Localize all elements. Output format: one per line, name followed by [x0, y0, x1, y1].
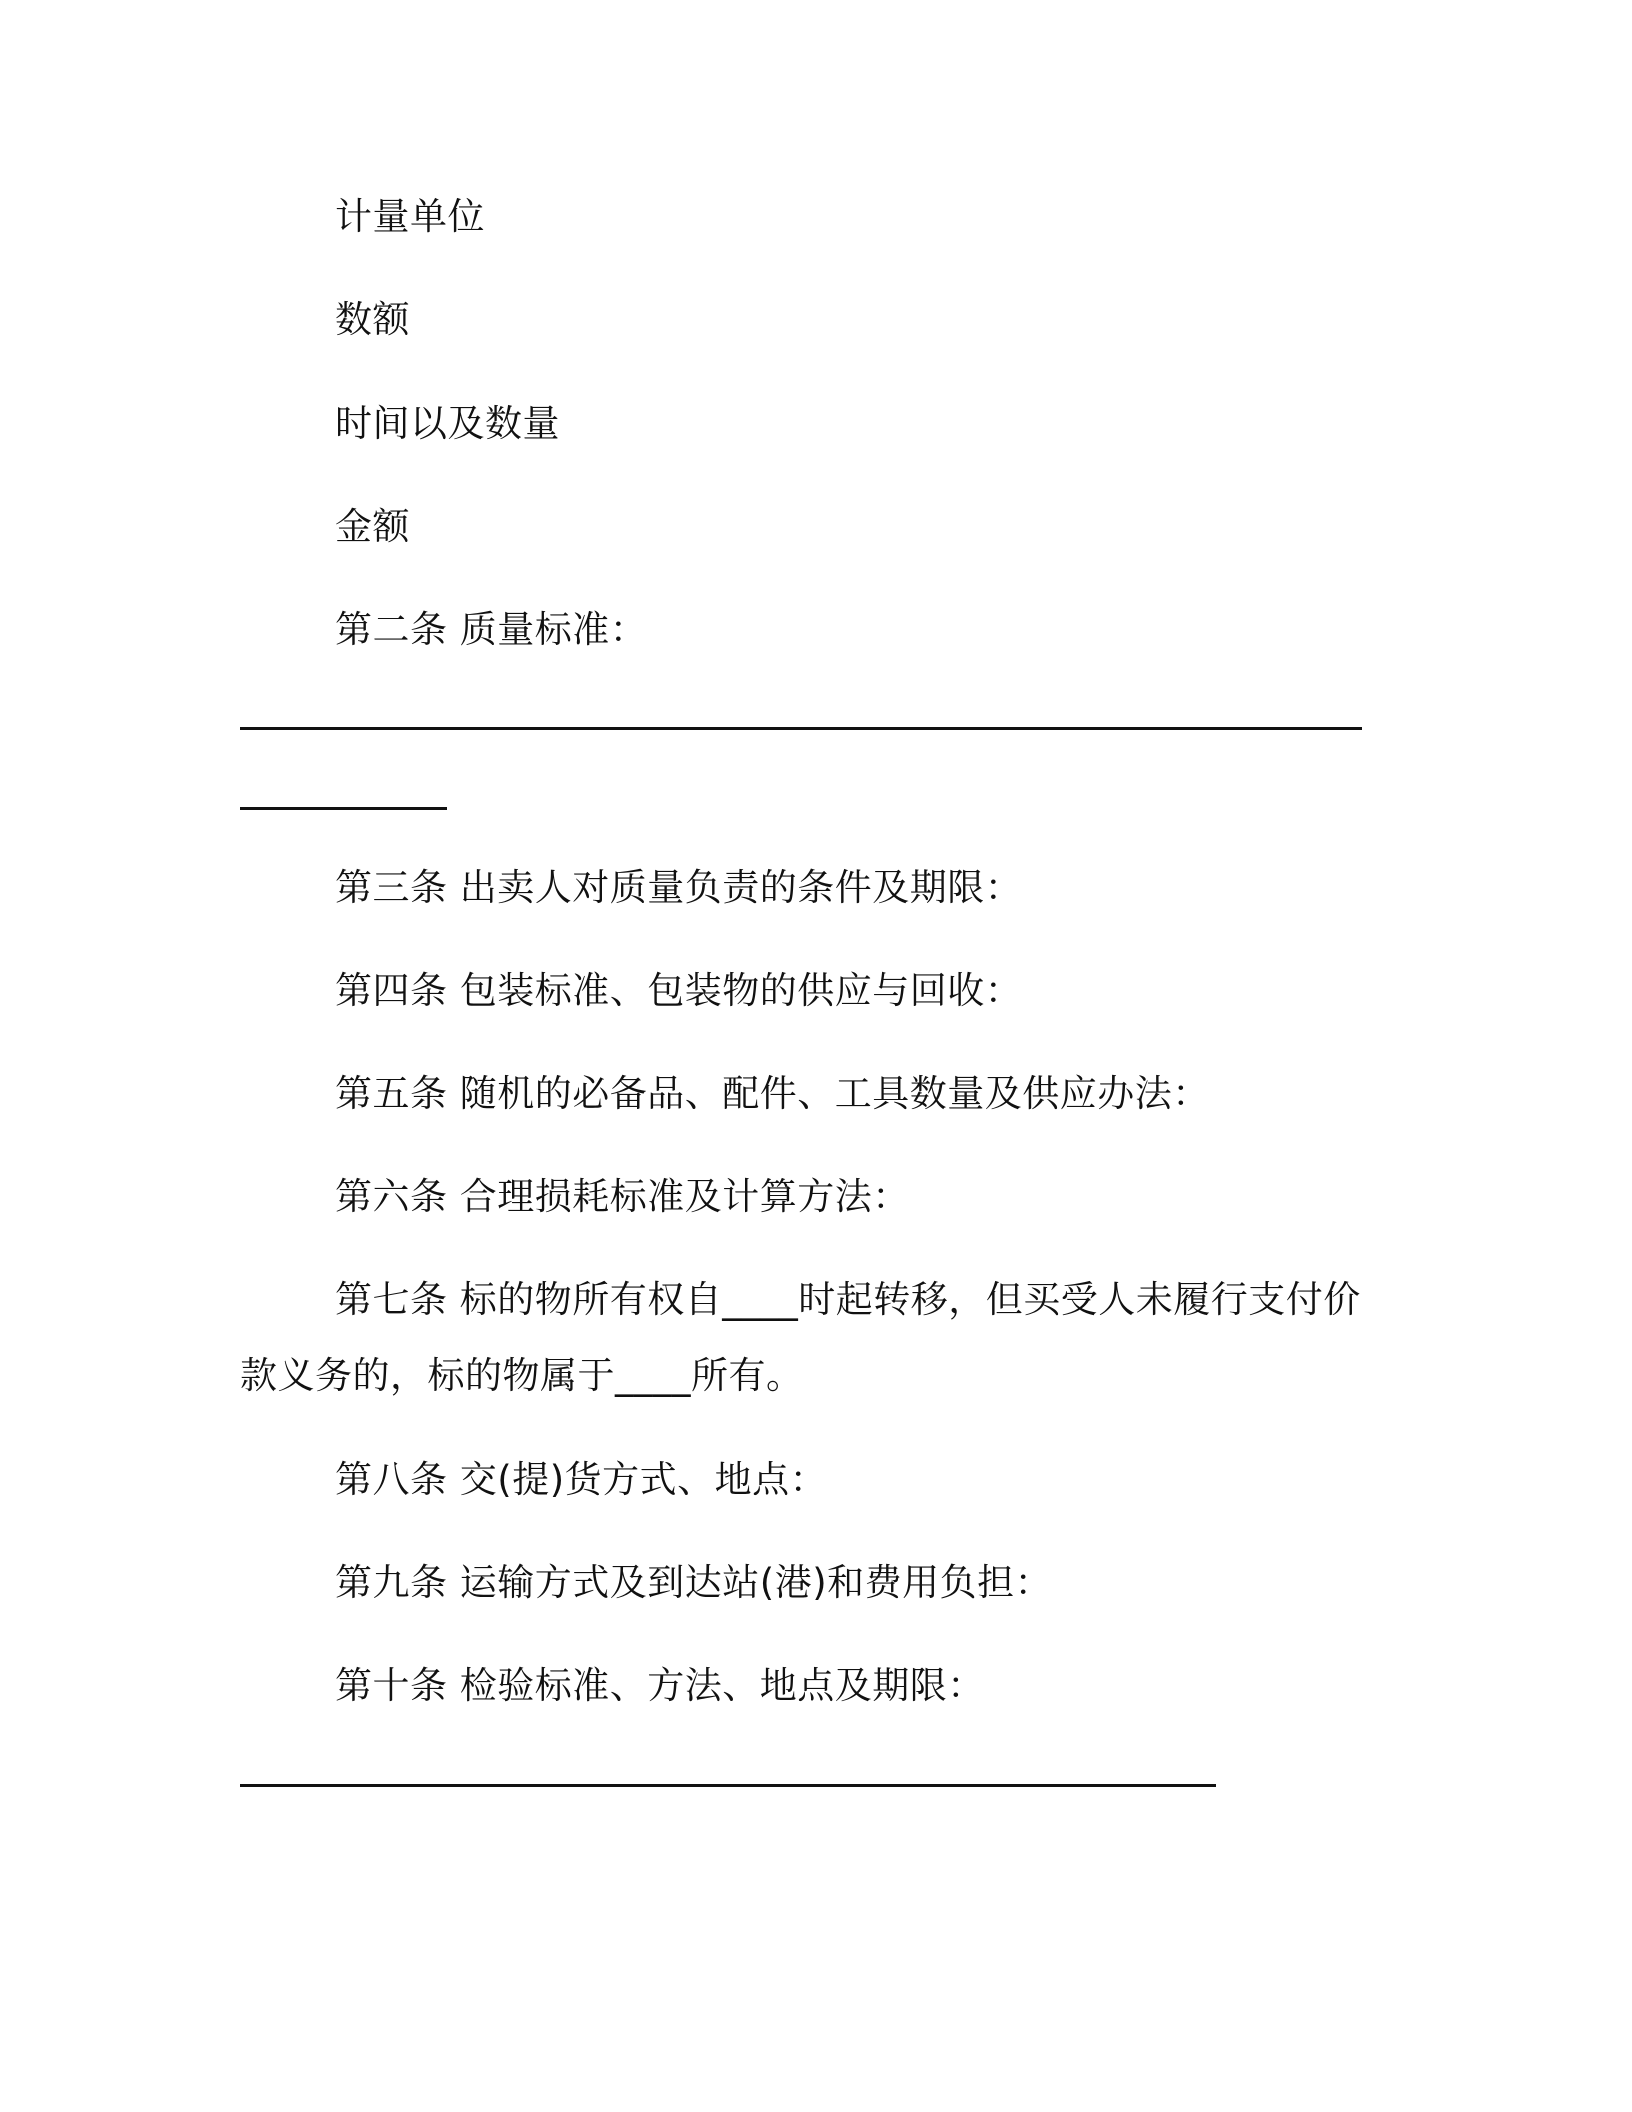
article-10-inspection: 第十条 检验标准、方法、地点及期限：: [335, 1664, 985, 1707]
item-amount-quota: 数额: [335, 298, 410, 341]
item-total-amount: 金额: [335, 505, 410, 548]
article-2-quality-standard: 第二条 质量标准：: [335, 608, 648, 651]
item-time-and-quantity: 时间以及数量: [335, 402, 560, 445]
blank-fill-line-bottom: [240, 1784, 1216, 1787]
article-7-ownership-line-2: 款义务的，标的物属于____所有。: [240, 1354, 804, 1397]
article-7-ownership-line-1: 第七条 标的物所有权自____时起转移，但买受人未履行支付价: [335, 1278, 1361, 1321]
article-3-seller-quality-responsibility: 第三条 出卖人对质量负责的条件及期限：: [335, 866, 1023, 909]
article-6-reasonable-loss: 第六条 合理损耗标准及计算方法：: [335, 1175, 910, 1218]
article-8-delivery: 第八条 交(提)货方式、地点：: [335, 1458, 828, 1501]
item-unit-of-measure: 计量单位: [335, 195, 485, 238]
article-9-transport: 第九条 运输方式及到达站(港)和费用负担：: [335, 1561, 1053, 1604]
blank-fill-line: [240, 727, 1362, 730]
blank-fill-line-short: [240, 807, 447, 810]
article-5-accessories: 第五条 随机的必备品、配件、工具数量及供应办法：: [335, 1072, 1210, 1115]
article-4-packaging: 第四条 包装标准、包装物的供应与回收：: [335, 969, 1023, 1012]
